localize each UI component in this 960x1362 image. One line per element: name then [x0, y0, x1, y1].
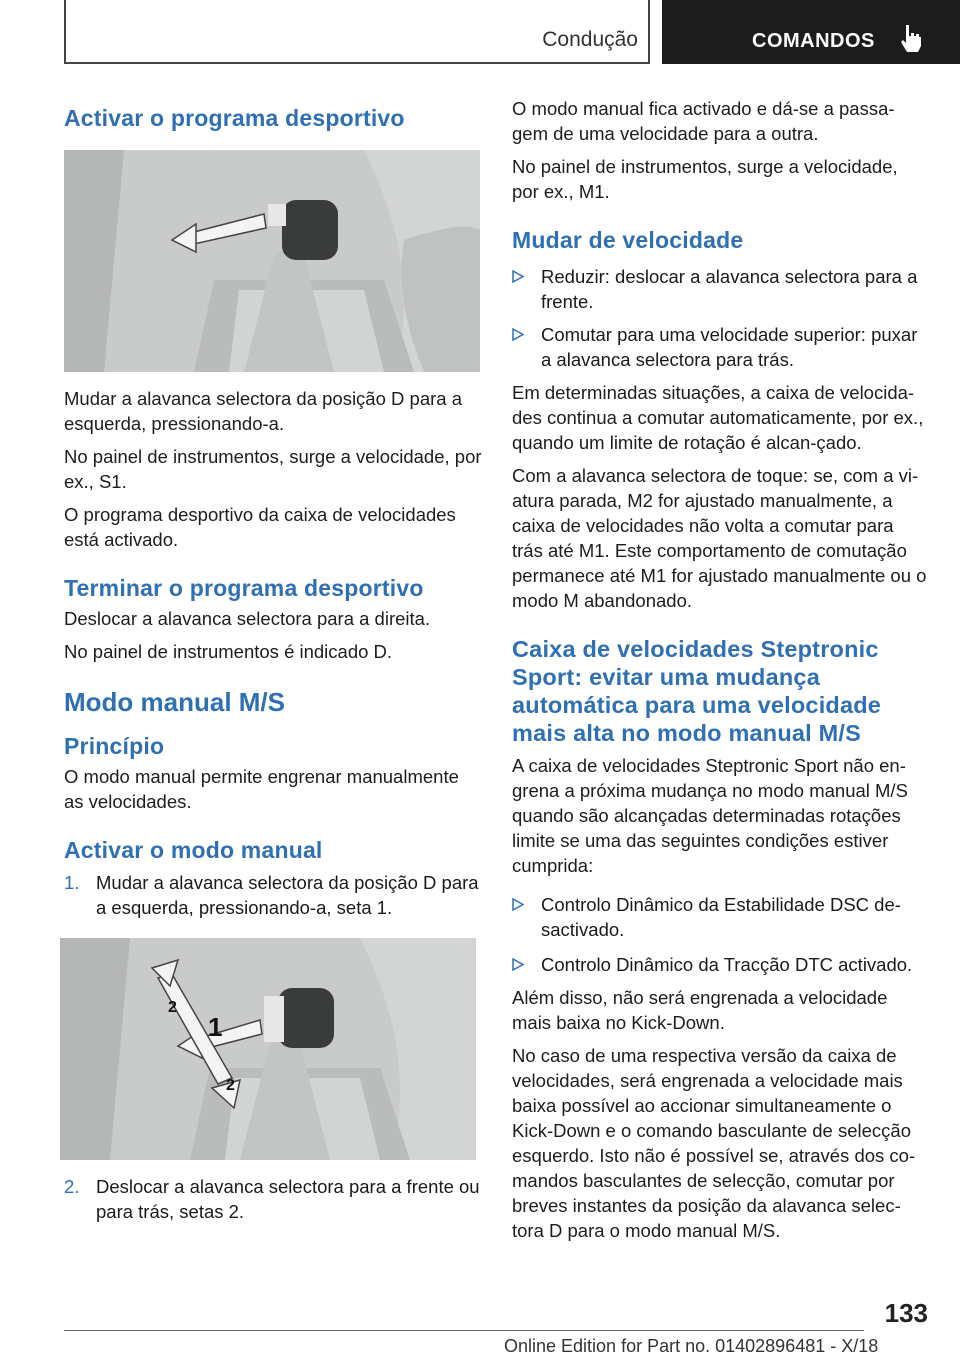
heading-manual-mode: Modo manual M/S: [64, 687, 285, 717]
heading-activate-manual: Activar o modo manual: [64, 837, 323, 863]
heading-principle: Princípio: [64, 733, 165, 759]
paragraph: No painel de instrumentos, surge a velocidade, por ex., S1.: [64, 446, 482, 492]
hand-pointer-icon: [898, 22, 924, 54]
paragraph: O modo manual permite engrenar manualmente as velocidades.: [64, 766, 459, 812]
list-item: [64, 870, 482, 920]
bullet-text: Comutar para uma velocidade superior: puxar a alavanca selectora para trás.: [541, 324, 918, 370]
paragraph: Com a alavanca selectora de toque: se, com a vi-atura parada, M2 for ajustado manualmente, a caixa de velocidades não volta a comutar para trás até M1. Este comportamento de comutação permanece até M1 for ajustado manualmente ou o modo M abandonado.: [512, 465, 927, 611]
step-text: Mudar a alavanca selectora da posição D para a esquerda, pressionando-a, seta 1.: [96, 872, 479, 918]
left-column: [64, 96, 482, 1224]
heading-activate-sport: Activar o programa desportivo: [64, 105, 405, 131]
paragraph: Em determinadas situações, a caixa de velocida-des continua a comutar automaticamente, por ex., quando um limite de rotação é alcan-çado.: [512, 382, 924, 453]
paragraph: No painel de instrumentos é indicado D.: [64, 641, 393, 662]
header-rule-bottom: [64, 62, 650, 64]
figure-selector-lever-left: [64, 150, 480, 372]
heading-shift-gear: Mudar de velocidade: [512, 227, 744, 253]
figure-label-arrow-1: 1: [208, 1012, 223, 1042]
step-number: 1.: [64, 872, 80, 893]
bullet-list: [512, 264, 928, 372]
list-item: [512, 264, 928, 314]
paragraph: No painel de instrumentos, surge a velocidade, por ex., M1.: [512, 156, 898, 202]
heading-steptronic-sport: Caixa de velocidades Steptronic Sport: evitar uma mudança automática para uma velocidade mais alta no modo manual M/S: [512, 636, 882, 746]
figure-selector-lever-arrows: [60, 938, 476, 1160]
triangle-bullet-icon: [512, 328, 524, 341]
paragraph: O programa desportivo da caixa de velocidades está activado.: [64, 504, 456, 550]
selector-lever-arrows-illustration: [60, 938, 476, 1160]
header-rule-right: [648, 0, 650, 64]
figure-label-arrow-2: 2: [226, 1077, 235, 1094]
paragraph: Mudar a alavanca selectora da posição D para a esquerda, pressionando-a.: [64, 388, 462, 434]
triangle-bullet-icon: [512, 958, 524, 971]
footer-edition: Online Edition for Part no. 01402896481 - X/18: [504, 1336, 879, 1356]
footer-rule: [64, 1330, 864, 1331]
right-column: [512, 96, 928, 1243]
paragraph: A caixa de velocidades Steptronic Sport não en-grena a próxima mudança no modo manual M/S quando são alcançadas determinadas rotações limite se uma das seguintes condições estiver cumprida:: [512, 755, 908, 876]
figure-label-arrow-2: 2: [168, 999, 177, 1016]
header-chapter-label: COMANDOS: [752, 30, 875, 52]
paragraph: O modo manual fica activado e dá-se a passa-gem de uma velocidade para a outra.: [512, 98, 895, 144]
step-text: Deslocar a alavanca selectora para a frente ou para trás, setas 2.: [96, 1176, 480, 1222]
step-list: [64, 1174, 482, 1224]
page-number: 133: [884, 1298, 928, 1328]
bullet-text: Reduzir: deslocar a alavanca selectora para a frente.: [541, 266, 918, 312]
bullet-list: [512, 892, 928, 977]
paragraph: Além disso, não será engrenada a velocidade mais baixa no Kick-Down.: [512, 987, 888, 1033]
header-section-title: Condução: [542, 28, 638, 51]
header-chapter-tab[interactable]: [662, 0, 960, 64]
header-rule-left: [64, 0, 66, 64]
bullet-text: Controlo Dinâmico da Estabilidade DSC de-sactivado.: [541, 894, 901, 940]
paragraph: Deslocar a alavanca selectora para a direita.: [64, 608, 431, 629]
list-item: [512, 892, 928, 942]
list-item: [512, 952, 928, 977]
list-item: [64, 1174, 482, 1224]
heading-end-sport: Terminar o programa desportivo: [64, 575, 424, 601]
selector-lever-illustration: [64, 150, 480, 372]
step-number: 2.: [64, 1176, 80, 1197]
list-item: [512, 322, 928, 372]
triangle-bullet-icon: [512, 270, 524, 283]
bullet-text: Controlo Dinâmico da Tracção DTC activado.: [541, 954, 913, 975]
step-list: [64, 870, 482, 920]
triangle-bullet-icon: [512, 898, 524, 911]
paragraph: No caso de uma respectiva versão da caixa de velocidades, será engrenada a velocidade mais baixa possível ao accionar simultaneamente o Kick-Down e o comando basculante de selecção esquerdo. Isto não é possível se, através dos co-mandos basculantes de selecção, comutar por breves instantes da posição da alavanca selec-tora D para o modo manual M/S.: [512, 1045, 916, 1241]
